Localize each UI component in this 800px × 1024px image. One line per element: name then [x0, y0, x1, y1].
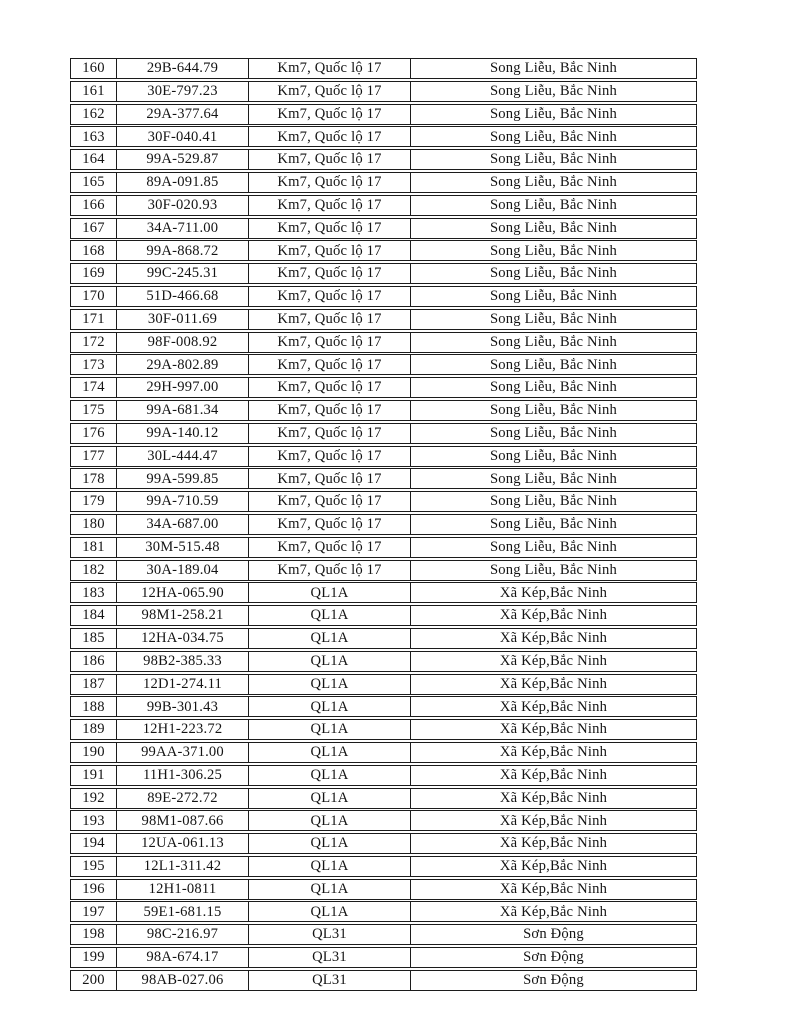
cell-plate: 99AA-371.00: [116, 743, 248, 762]
table-row: [70, 104, 697, 125]
table-row: [70, 240, 697, 261]
table-row: [70, 970, 697, 991]
cell-plate: 12D1-274.11: [116, 675, 248, 694]
cell-index: 176: [82, 424, 105, 441]
cell-index: 198: [82, 926, 105, 943]
cell-location: Song Liễu, Bắc Ninh: [410, 105, 696, 124]
cell-location: Song Liễu, Bắc Ninh: [410, 264, 696, 283]
cell-index: 173: [82, 356, 105, 373]
cell-route: QL1A: [248, 606, 410, 625]
cell-plate: 98M1-258.21: [116, 606, 248, 625]
cell-index: 192: [82, 789, 105, 806]
table-row: [70, 560, 697, 581]
table-row: [70, 58, 697, 79]
cell-route: QL1A: [248, 766, 410, 785]
cell-plate: 12HA-034.75: [116, 629, 248, 648]
cell-plate: 30M-515.48: [116, 538, 248, 557]
cell-plate: 29B-644.79: [116, 59, 248, 78]
cell-location: Xã Kép,Bắc Ninh: [410, 652, 696, 671]
table-row: [70, 924, 697, 945]
cell-location: Song Liễu, Bắc Ninh: [410, 492, 696, 511]
cell-index: 178: [82, 470, 105, 487]
cell-route: QL1A: [248, 902, 410, 921]
cell-plate: 30F-011.69: [116, 310, 248, 329]
cell-route: QL1A: [248, 652, 410, 671]
cell-index: 186: [82, 652, 105, 669]
cell-location: Song Liễu, Bắc Ninh: [410, 538, 696, 557]
cell-location: Song Liễu, Bắc Ninh: [410, 378, 696, 397]
cell-location: Xã Kép,Bắc Ninh: [410, 766, 696, 785]
cell-route: QL1A: [248, 583, 410, 602]
table-row: [70, 354, 697, 375]
cell-location: Song Liễu, Bắc Ninh: [410, 241, 696, 260]
cell-index: 191: [82, 766, 105, 783]
cell-index: 184: [82, 607, 105, 624]
cell-route: Km7, Quốc lộ 17: [248, 173, 410, 192]
cell-index: 197: [82, 903, 105, 920]
cell-plate: 34A-687.00: [116, 515, 248, 534]
cell-location: Song Liễu, Bắc Ninh: [410, 150, 696, 169]
cell-location: Xã Kép,Bắc Ninh: [410, 902, 696, 921]
cell-location: Song Liễu, Bắc Ninh: [410, 173, 696, 192]
cell-route: Km7, Quốc lộ 17: [248, 424, 410, 443]
cell-plate: 98F-008.92: [116, 333, 248, 352]
cell-index: 164: [82, 151, 105, 168]
cell-route: Km7, Quốc lộ 17: [248, 264, 410, 283]
cell-index: 188: [82, 698, 105, 715]
cell-plate: 98M1-087.66: [116, 811, 248, 830]
cell-route: Km7, Quốc lộ 17: [248, 310, 410, 329]
cell-plate: 98AB-027.06: [116, 971, 248, 990]
table-row: [70, 719, 697, 740]
cell-route: QL31: [248, 971, 410, 990]
cell-index: 172: [82, 333, 105, 350]
cell-index: 162: [82, 105, 105, 122]
cell-index: 194: [82, 835, 105, 852]
table-row: [70, 195, 697, 216]
cell-route: Km7, Quốc lộ 17: [248, 469, 410, 488]
cell-index: 200: [82, 972, 105, 989]
cell-location: Xã Kép,Bắc Ninh: [410, 743, 696, 762]
table-row: [70, 400, 697, 421]
table-row: [70, 332, 697, 353]
table-row: [70, 263, 697, 284]
cell-route: QL1A: [248, 743, 410, 762]
table-row: [70, 126, 697, 147]
table-row: [70, 742, 697, 763]
cell-index: 167: [82, 219, 105, 236]
table-row: [70, 628, 697, 649]
cell-plate: 30A-189.04: [116, 561, 248, 580]
cell-index: 187: [82, 675, 105, 692]
cell-plate: 34A-711.00: [116, 219, 248, 238]
cell-route: Km7, Quốc lộ 17: [248, 241, 410, 260]
cell-index: 163: [82, 128, 105, 145]
cell-location: Xã Kép,Bắc Ninh: [410, 789, 696, 808]
license-plate-table: [70, 58, 697, 993]
cell-route: Km7, Quốc lộ 17: [248, 150, 410, 169]
cell-plate: 29A-377.64: [116, 105, 248, 124]
cell-index: 160: [82, 60, 105, 77]
cell-plate: 51D-466.68: [116, 287, 248, 306]
cell-route: QL1A: [248, 720, 410, 739]
cell-index: 169: [82, 265, 105, 282]
cell-index: 199: [82, 949, 105, 966]
cell-route: QL1A: [248, 675, 410, 694]
cell-plate: 59E1-681.15: [116, 902, 248, 921]
cell-location: Song Liễu, Bắc Ninh: [410, 515, 696, 534]
table-row: [70, 491, 697, 512]
cell-index: 195: [82, 858, 105, 875]
cell-route: QL31: [248, 948, 410, 967]
table-row: [70, 286, 697, 307]
cell-index: 177: [82, 447, 105, 464]
cell-plate: 11H1-306.25: [116, 766, 248, 785]
cell-index: 166: [82, 196, 105, 213]
cell-route: Km7, Quốc lộ 17: [248, 378, 410, 397]
table-row: [70, 514, 697, 535]
cell-route: QL1A: [248, 697, 410, 716]
cell-plate: 99C-245.31: [116, 264, 248, 283]
cell-route: QL31: [248, 925, 410, 944]
cell-plate: 99A-681.34: [116, 401, 248, 420]
table-row: [70, 172, 697, 193]
cell-plate: 99B-301.43: [116, 697, 248, 716]
cell-index: 171: [82, 310, 105, 327]
cell-location: Xã Kép,Bắc Ninh: [410, 834, 696, 853]
cell-route: Km7, Quốc lộ 17: [248, 82, 410, 101]
table-row: [70, 377, 697, 398]
table-row: [70, 605, 697, 626]
cell-plate: 12UA-061.13: [116, 834, 248, 853]
cell-route: Km7, Quốc lộ 17: [248, 515, 410, 534]
cell-plate: 30F-040.41: [116, 127, 248, 146]
cell-index: 190: [82, 744, 105, 761]
cell-route: Km7, Quốc lộ 17: [248, 492, 410, 511]
cell-location: Sơn Động: [410, 971, 696, 990]
cell-plate: 98A-674.17: [116, 948, 248, 967]
cell-route: QL1A: [248, 789, 410, 808]
cell-location: Sơn Động: [410, 925, 696, 944]
cell-location: Xã Kép,Bắc Ninh: [410, 606, 696, 625]
cell-index: 175: [82, 402, 105, 419]
table-row: [70, 651, 697, 672]
cell-plate: 99A-140.12: [116, 424, 248, 443]
cell-route: QL1A: [248, 629, 410, 648]
cell-location: Song Liễu, Bắc Ninh: [410, 333, 696, 352]
cell-plate: 12H1-0811: [116, 880, 248, 899]
cell-route: Km7, Quốc lộ 17: [248, 401, 410, 420]
cell-location: Song Liễu, Bắc Ninh: [410, 561, 696, 580]
table-row: [70, 423, 697, 444]
table-row: [70, 788, 697, 809]
cell-location: Xã Kép,Bắc Ninh: [410, 583, 696, 602]
table-row: [70, 582, 697, 603]
cell-index: 168: [82, 242, 105, 259]
cell-plate: 12H1-223.72: [116, 720, 248, 739]
cell-location: Song Liễu, Bắc Ninh: [410, 287, 696, 306]
cell-plate: 29A-802.89: [116, 355, 248, 374]
cell-location: Xã Kép,Bắc Ninh: [410, 629, 696, 648]
cell-plate: 98B2-385.33: [116, 652, 248, 671]
cell-location: Sơn Động: [410, 948, 696, 967]
cell-location: Song Liễu, Bắc Ninh: [410, 127, 696, 146]
cell-route: Km7, Quốc lộ 17: [248, 196, 410, 215]
cell-index: 196: [82, 880, 105, 897]
table-row: [70, 879, 697, 900]
cell-index: 193: [82, 812, 105, 829]
cell-location: Song Liễu, Bắc Ninh: [410, 310, 696, 329]
cell-location: Xã Kép,Bắc Ninh: [410, 857, 696, 876]
cell-index: 181: [82, 538, 105, 555]
table-row: [70, 674, 697, 695]
table-row: [70, 149, 697, 170]
cell-route: Km7, Quốc lộ 17: [248, 287, 410, 306]
cell-location: Xã Kép,Bắc Ninh: [410, 675, 696, 694]
cell-index: 170: [82, 288, 105, 305]
cell-plate: 12HA-065.90: [116, 583, 248, 602]
cell-plate: 99A-529.87: [116, 150, 248, 169]
cell-location: Song Liễu, Bắc Ninh: [410, 59, 696, 78]
cell-route: Km7, Quốc lộ 17: [248, 333, 410, 352]
cell-plate: 89E-272.72: [116, 789, 248, 808]
cell-index: 183: [82, 584, 105, 601]
table-row: [70, 446, 697, 467]
cell-location: Song Liễu, Bắc Ninh: [410, 355, 696, 374]
cell-index: 185: [82, 630, 105, 647]
cell-plate: 99A-599.85: [116, 469, 248, 488]
cell-route: Km7, Quốc lộ 17: [248, 355, 410, 374]
cell-plate: 98C-216.97: [116, 925, 248, 944]
table-row: [70, 218, 697, 239]
cell-location: Song Liễu, Bắc Ninh: [410, 196, 696, 215]
table-row: [70, 765, 697, 786]
table-row: [70, 696, 697, 717]
table-row: [70, 81, 697, 102]
cell-index: 180: [82, 516, 105, 533]
table-row: [70, 468, 697, 489]
cell-location: Song Liễu, Bắc Ninh: [410, 469, 696, 488]
cell-index: 165: [82, 174, 105, 191]
table-row: [70, 856, 697, 877]
cell-route: QL1A: [248, 834, 410, 853]
cell-location: Xã Kép,Bắc Ninh: [410, 720, 696, 739]
table-row: [70, 810, 697, 831]
cell-location: Song Liễu, Bắc Ninh: [410, 424, 696, 443]
cell-plate: 89A-091.85: [116, 173, 248, 192]
cell-plate: 30L-444.47: [116, 447, 248, 466]
cell-plate: 29H-997.00: [116, 378, 248, 397]
cell-location: Xã Kép,Bắc Ninh: [410, 811, 696, 830]
table-row: [70, 309, 697, 330]
cell-plate: 30F-020.93: [116, 196, 248, 215]
cell-location: Song Liễu, Bắc Ninh: [410, 82, 696, 101]
cell-plate: 99A-710.59: [116, 492, 248, 511]
cell-route: Km7, Quốc lộ 17: [248, 127, 410, 146]
cell-plate: 12L1-311.42: [116, 857, 248, 876]
cell-location: Song Liễu, Bắc Ninh: [410, 447, 696, 466]
cell-index: 179: [82, 493, 105, 510]
cell-route: Km7, Quốc lộ 17: [248, 59, 410, 78]
cell-route: QL1A: [248, 880, 410, 899]
cell-plate: 30E-797.23: [116, 82, 248, 101]
cell-index: 174: [82, 379, 105, 396]
cell-route: Km7, Quốc lộ 17: [248, 561, 410, 580]
cell-route: QL1A: [248, 811, 410, 830]
cell-index: 189: [82, 721, 105, 738]
table-row: [70, 833, 697, 854]
cell-plate: 99A-868.72: [116, 241, 248, 260]
cell-route: Km7, Quốc lộ 17: [248, 105, 410, 124]
cell-location: Xã Kép,Bắc Ninh: [410, 880, 696, 899]
cell-location: Song Liễu, Bắc Ninh: [410, 401, 696, 420]
cell-location: Xã Kép,Bắc Ninh: [410, 697, 696, 716]
table-row: [70, 947, 697, 968]
cell-index: 161: [82, 83, 105, 99]
cell-index: 182: [82, 561, 105, 578]
cell-route: Km7, Quốc lộ 17: [248, 447, 410, 466]
cell-route: Km7, Quốc lộ 17: [248, 538, 410, 557]
cell-route: QL1A: [248, 857, 410, 876]
table-row: [70, 537, 697, 558]
cell-route: Km7, Quốc lộ 17: [248, 219, 410, 238]
cell-location: Song Liễu, Bắc Ninh: [410, 219, 696, 238]
table-row: [70, 901, 697, 922]
